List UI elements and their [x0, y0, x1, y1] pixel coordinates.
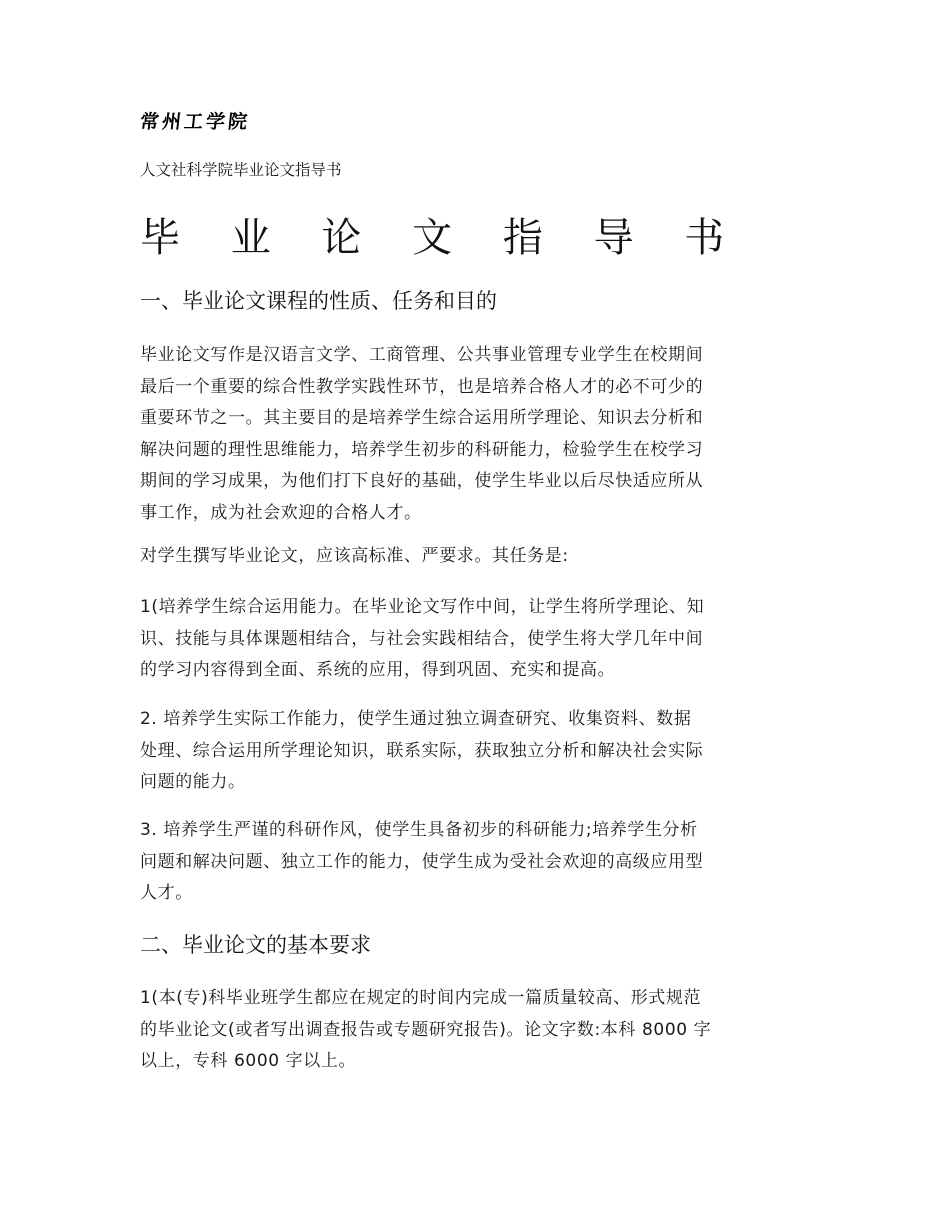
- list-item-task-2: [140, 704, 815, 799]
- text-line: 问题的能力。: [140, 772, 246, 792]
- section-heading-2: 二、毕业论文的基本要求: [140, 933, 371, 957]
- list-item-task-1: [140, 592, 815, 687]
- text-line: 3. 培养学生严谨的科研作风，使学生具备初步的科研能力;培养学生分析: [140, 820, 698, 840]
- text-line: 最后一个重要的综合性教学实践性环节，也是培养合格人才的必不可少的: [140, 376, 704, 397]
- text-line: 对学生撰写毕业论文，应该高标准、严要求。其任务是:: [140, 546, 569, 566]
- document-subtitle: 人文社科学院毕业论文指导书: [140, 161, 342, 179]
- text-line: 解决问题的理性思维能力，培养学生初步的科研能力，检验学生在校学习: [140, 439, 704, 460]
- text-line: 以上，专科 6000 字以上。: [140, 1051, 357, 1071]
- text-line: 事工作，成为社会欢迎的合格人才。: [140, 502, 422, 523]
- text-line: 人才。: [140, 883, 193, 903]
- text-line: 的毕业论文(或者写出调查报告或专题研究报告)。论文字数:本科 8000 字: [140, 1019, 712, 1040]
- text-line: 重要环节之一。其主要目的是培养学生综合运用所学理论、知识去分析和: [140, 408, 704, 428]
- text-line: 2. 培养学生实际工作能力，使学生通过独立调查研究、收集资料、数据: [140, 709, 692, 729]
- paragraph-purpose: [140, 340, 815, 529]
- text-line: 1(本(专)科毕业班学生都应在规定的时间内完成一篇质量较高、形式规范: [140, 988, 702, 1008]
- text-line: 问题和解决问题、独立工作的能力，使学生成为受社会欢迎的高级应用型: [140, 851, 704, 872]
- text-line: 毕业论文写作是汉语言文学、工商管理、公共事业管理专业学生在校期间: [140, 345, 704, 365]
- text-line: 1(培养学生综合运用能力。在毕业论文写作中间，让学生将所学理论、知: [140, 597, 705, 617]
- institution-logo: 常州工学院: [138, 111, 252, 133]
- section-heading-1: 一、毕业论文课程的性质、任务和目的: [140, 289, 497, 313]
- list-item-task-3: [140, 815, 815, 910]
- text-line: 期间的学习成果，为他们打下良好的基础，使学生毕业以后尽快适应所从: [140, 471, 704, 491]
- text-line: 的学习内容得到全面、系统的应用，得到巩固、充实和提高。: [140, 660, 616, 680]
- text-line: 识、技能与具体课题相结合，与社会实践相结合，使学生将大学几年中间: [140, 628, 704, 649]
- page-title: 毕 业 论 文 指 导 书: [140, 215, 744, 261]
- paragraph-task-intro: [140, 541, 815, 573]
- list-item-requirement-1: [140, 983, 815, 1078]
- text-line: 处理、综合运用所学理论知识，联系实际，获取独立分析和解决社会实际: [140, 740, 704, 761]
